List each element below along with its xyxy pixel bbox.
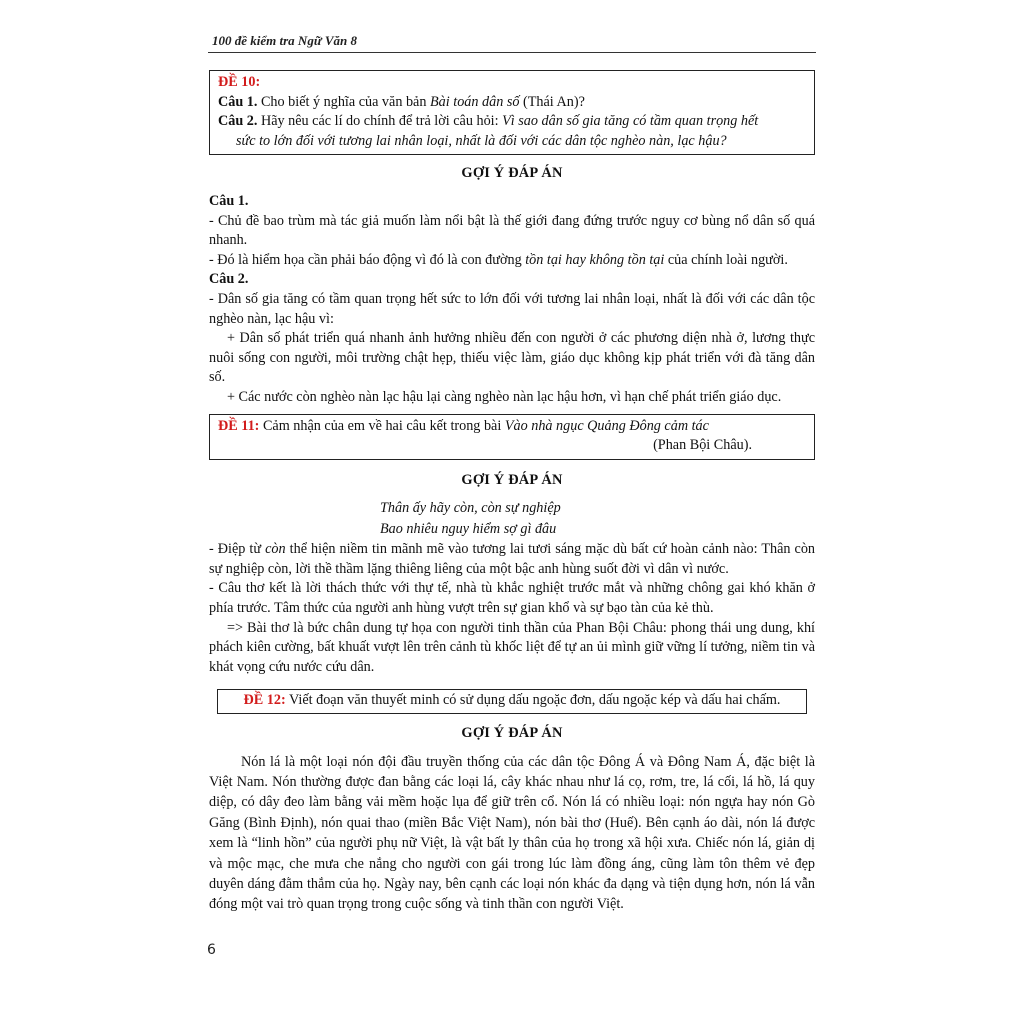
exam-10-label: ĐỀ 10: <box>218 74 261 90</box>
header-rule <box>208 52 816 53</box>
exam-11-box <box>209 414 815 460</box>
exam-10-question-1: Câu 1. Cho biết ý nghĩa của văn bản Bài toán dân số (Thái An)? <box>218 93 585 110</box>
page-number: 6 <box>207 942 216 958</box>
answer-2-bullet-1: - Điệp từ còn thể hiện niềm tin mãnh mẽ vào tương lai tươi sáng mặc dù bất cứ hoàn cảnh nào: Thân còn sự nghiệp còn, lời thề thầm lặng thiêng liêng của một bậc anh hùng suốt đời vì dân vì nước. <box>209 541 816 577</box>
exam-10-question-2-cont: sức to lớn đối với tương lai nhân loại, nhất là đối với các dân tộc nghèo nàn, lạc hậu? <box>236 132 727 149</box>
answer-3-title: GỢI Ý ĐÁP ÁN <box>461 725 563 742</box>
answer-2-title: GỢI Ý ĐÁP ÁN <box>461 471 563 488</box>
exam-12-prompt: ĐỀ 12: Viết đoạn văn thuyết minh có sử dụng dấu ngoặc đơn, dấu ngoặc kép và dấu hai chấm. <box>243 692 781 709</box>
answer-1-c1-label: Câu 1. <box>209 192 249 209</box>
answer-2-conclusion: => Bài thơ là bức chân dung tự họa con người tinh thần của Phan Bội Châu: phong thái ung dung, khí phách kiên cường, bất khuất vượt lên trên cảnh tù khốc liệt để tự an ủi mình giữ vững lí tưởng, niềm tin và khát vọng cứu nước cứu dân. <box>209 619 815 675</box>
answer-1-c2-label: Câu 2. <box>209 271 249 288</box>
poem-line-2: Bao nhiêu nguy hiểm sợ gì đâu <box>380 521 557 538</box>
exam-12-box <box>217 689 807 714</box>
answer-1-title: GỢI Ý ĐÁP ÁN <box>461 165 563 182</box>
exam-10-box <box>209 70 815 155</box>
exam-11-prompt: ĐỀ 11: Cảm nhận của em về hai câu kết trong bài Vào nhà ngục Quảng Đông cảm tác <box>218 417 709 434</box>
answer-1-c1-bullet-1: - Chủ đề bao trùm mà tác giả muốn làm nổi bật là thế giới đang đứng trước nguy cơ bùng nổ dân số quá nhanh. <box>209 212 815 249</box>
answer-3-paragraph: Nón lá là một loại nón đội đầu truyền thống của các dân tộc Đông Á và Đông Nam Á, đặc biệt là Việt Nam. Nón thường được đan bằng các loại lá, cây khác nhau như lá cọ, rơm, tre, lá cối, lá hồ, lá quy diệp, có dây đeo làm bằng vải mềm hoặc lụa để giữ trên cổ. Nón lá có nhiều loại: nón ngựa hay nón Gò Găng (Bình Định), nón quai thao (miền Bắc Việt Nam), nón bài thơ (Huế). Bên cạnh áo dài, nón lá được xem là “linh hồn” của người phụ nữ Việt, là vật bất ly thân của họ trong xã hội xưa. Chiếc nón lá, giản dị và mộc mạc, che mưa che nắng cho người con gái trong lúc làm đồng áng, cũng làm tôn thêm vẻ đẹp duyên dáng đằm thắm của họ. Ngày nay, bên cạnh các loại nón khác đa dạng và tiện dụng hơn, nón lá vẫn đóng một vai trò quan trọng trong cuộc sống và tinh thần con người Việt. <box>209 753 815 913</box>
answer-1-c2-plus-2: + Các nước còn nghèo nàn lạc hậu lại càng nghèo nàn lạc hậu hơn, vì hạn chế phát triển giáo dục. <box>227 388 782 405</box>
answer-1-c2-plus-1: + Dân số phát triển quá nhanh ảnh hưởng nhiều đến con người ở các phương diện nhà ở, lương thực nuôi sống con người, môi trường chật hẹp, thiếu việc làm, giáo dục không kịp phát triển với đà tăng dân số. <box>209 330 815 386</box>
poem-quote <box>209 498 815 540</box>
answer-1-c1-bullet-2: - Đó là hiểm họa cần phải báo động vì đó là con đường tồn tại hay không tồn tại của chính loài người. <box>209 251 788 268</box>
answer-1-c2-bullet-1: - Dân số gia tăng có tầm quan trọng hết sức to lớn đối với tương lai nhân loại, nhất là đối với các dân tộc nghèo nàn, lạc hậu vì: <box>209 290 815 327</box>
book-title: 100 đề kiểm tra Ngữ Văn 8 <box>212 33 358 48</box>
page-content <box>209 70 815 915</box>
poem-line-1: Thân ấy hãy còn, còn sự nghiệp <box>380 500 561 517</box>
exam-11-author: (Phan Bội Châu). <box>653 437 752 454</box>
exam-10-question-2: Câu 2. Hãy nêu các lí do chính để trả lời câu hỏi: Vì sao dân số gia tăng có tầm quan trọng hết <box>218 113 759 130</box>
answer-2-bullet-2: - Câu thơ kết là lời thách thức với thự tế, nhà tù khắc nghiệt trước mắt và những chông gai khó khăn ở phía trước. Tâm thức của người anh hùng vượt trên sự gian khổ và sự bạo tàn của kẻ thù. <box>209 580 815 617</box>
